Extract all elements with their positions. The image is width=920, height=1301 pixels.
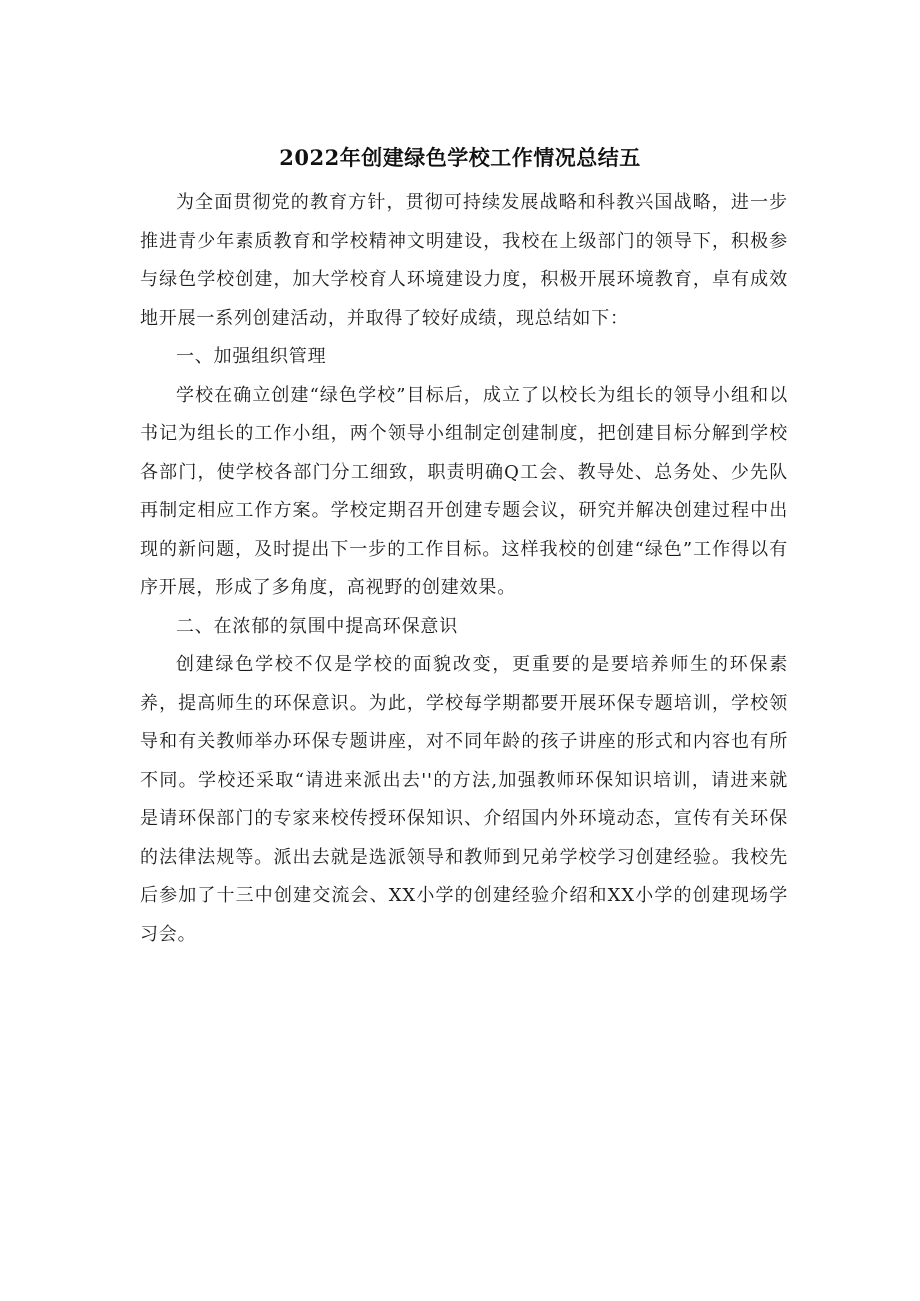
section-paragraph-1: 学校在确立创建“绿色学校”目标后，成立了以校长为组长的领导小组和以书记为组长的工作小组，两个领导小组制定创建制度，把创建目标分解到学校各部门，使学校各部门分工细致，职责明确Q工会、教导处、总务处、少先队再制定相应工作方案。学校定期召开创建专题会议，研究并解决创建过程中出现的新问题，及时提出下一步的工作目标。这样我校的创建“绿色”工作得以有序开展，形成了多角度，高视野的创建效果。 [140, 384, 788, 598]
page-title: 2022年创建绿色学校工作情况总结五 [279, 145, 641, 170]
section-heading-2: 二、在浓郁的氛围中提高环保意识 [176, 615, 458, 637]
section-heading-1: 一、加强组织管理 [176, 346, 327, 367]
section-paragraph-2: 创建绿色学校不仅是学校的面貌改变，更重要的是要培养师生的环保素养，提高师生的环保意识。为此，学校每学期都要开展环保专题培训，学校领导和有关教师举办环保专题讲座，对不同年龄的孩子讲座的形式和内容也有所不同。学校还采取“请进来派出去''的方法,加强教师环保知识培训，请进来就是请环保部门的专家来校传授环保知识、介绍国内外环境动态，宣传有关环保的法律法规等。派出去就是选派领导和教师到兄弟学校学习创建经验。我校先后参加了十三中创建交流会、XX小学的创建经验介绍和XX小学的创建现场学习会。 [140, 654, 788, 945]
document-body [140, 184, 788, 954]
intro-paragraph: 为全面贯彻党的教育方针，贯彻可持续发展战略和科教兴国战略，进一步推进青少年素质教育和学校精神文明建设，我校在上级部门的领导下，积极参与绿色学校创建，加大学校育人环境建设力度，积极开展环境教育，卓有成效地开展一系列创建活动，并取得了较好成绩，现总结如下： [140, 192, 788, 329]
